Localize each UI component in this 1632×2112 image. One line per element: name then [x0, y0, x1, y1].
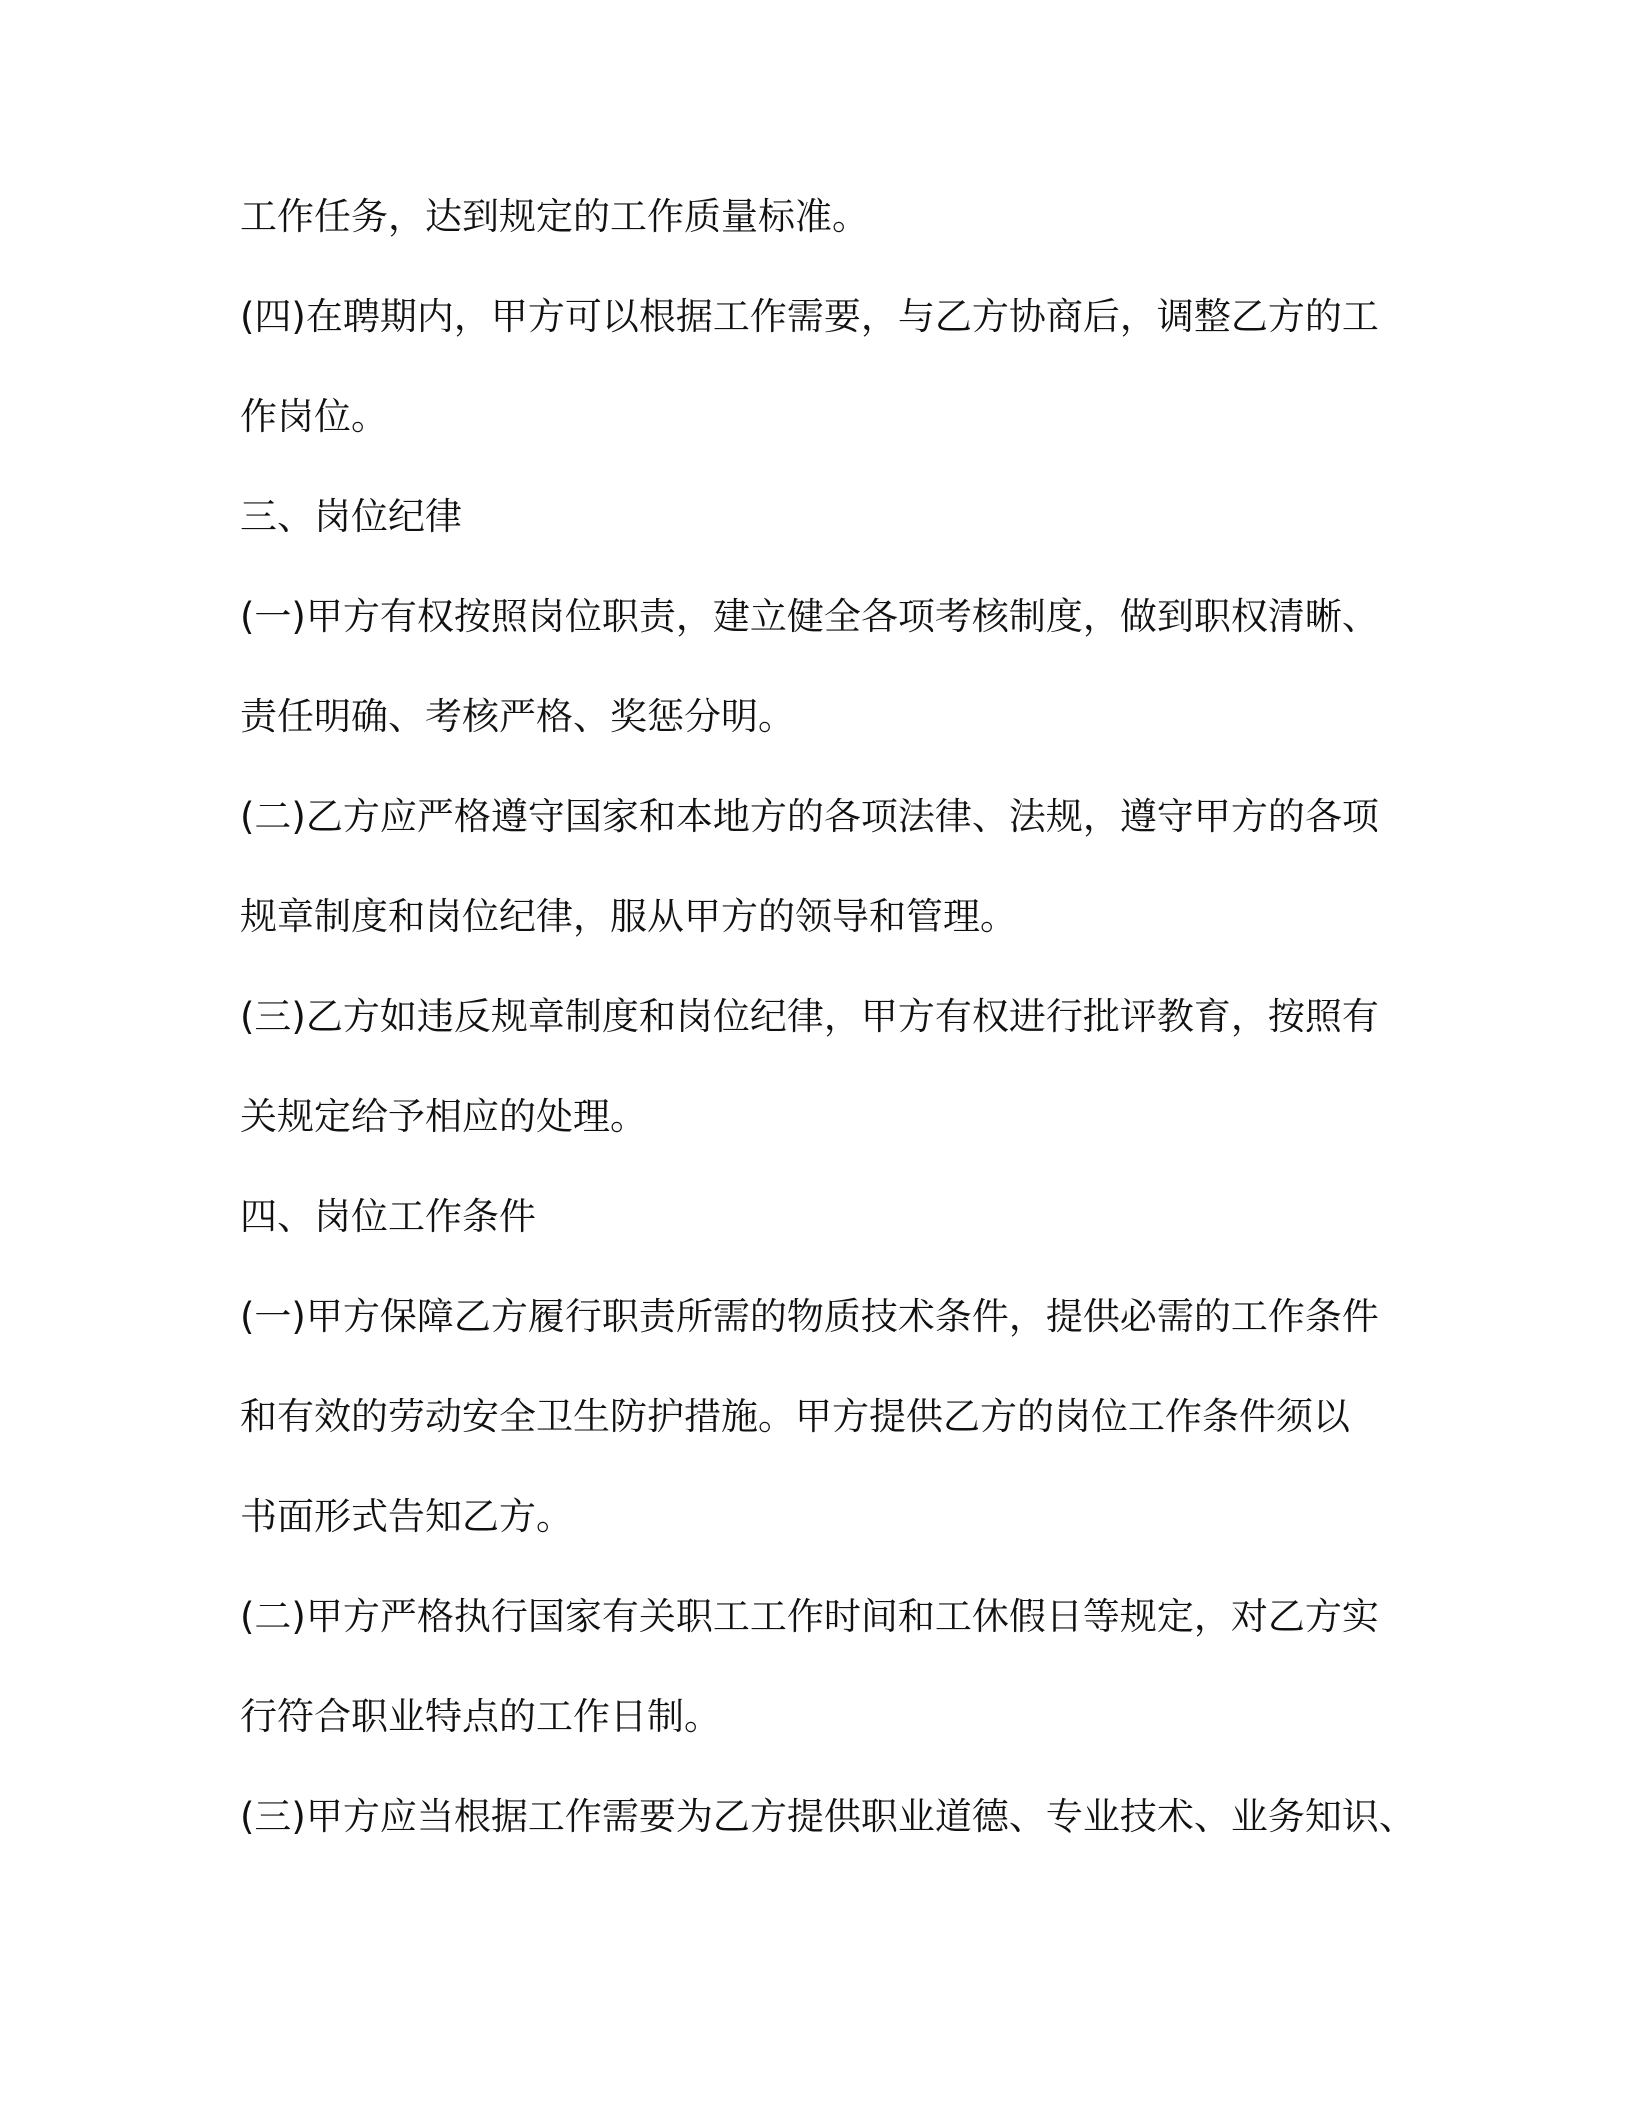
text-line: 责任明确、考核严格、奖惩分明。	[240, 695, 795, 738]
text-line: 规章制度和岗位纪律，服从甲方的领导和管理。	[240, 895, 1017, 938]
text-line: (三)甲方应当根据工作需要为乙方提供职业道德、专业技术、业务知识、	[240, 1795, 1416, 1838]
text-line: (一)甲方保障乙方履行职责所需的物质技术条件，提供必需的工作条件	[240, 1295, 1379, 1338]
text-line: (一)甲方有权按照岗位职责，建立健全各项考核制度，做到职权清晰、	[240, 595, 1379, 638]
text-line: 行符合职业特点的工作日制。	[240, 1695, 721, 1738]
text-line: (四)在聘期内，甲方可以根据工作需要，与乙方协商后，调整乙方的工	[240, 295, 1379, 338]
text-line: 和有效的劳动安全卫生防护措施。甲方提供乙方的岗位工作条件须以	[240, 1395, 1350, 1438]
text-line: (二)甲方严格执行国家有关职工工作时间和工休假日等规定，对乙方实	[240, 1595, 1379, 1638]
text-line: 书面形式告知乙方。	[240, 1495, 573, 1538]
text-line: 作岗位。	[240, 395, 388, 438]
text-line: (二)乙方应严格遵守国家和本地方的各项法律、法规，遵守甲方的各项	[240, 795, 1379, 838]
section-heading: 三、岗位纪律	[240, 495, 462, 538]
text-line: 关规定给予相应的处理。	[240, 1095, 647, 1138]
text-line: (三)乙方如违反规章制度和岗位纪律，甲方有权进行批评教育，按照有	[240, 995, 1379, 1038]
text-line: 工作任务，达到规定的工作质量标准。	[240, 195, 869, 238]
section-heading: 四、岗位工作条件	[240, 1195, 536, 1238]
